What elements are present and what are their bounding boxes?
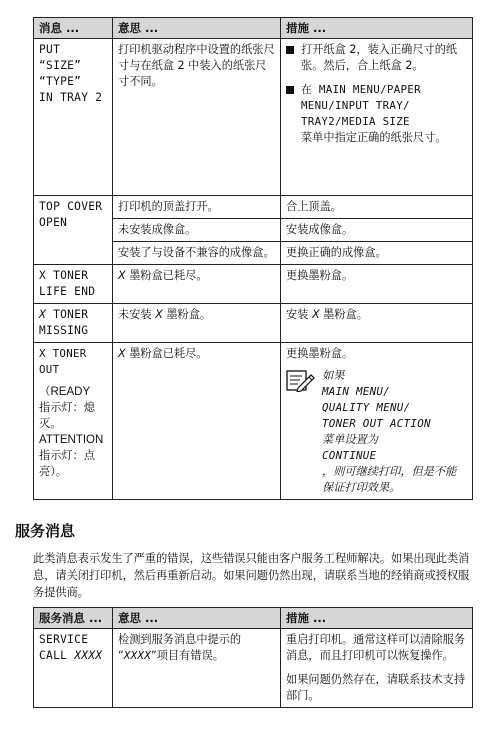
header-meaning: 意思 ...	[113, 18, 281, 39]
note	[286, 368, 467, 496]
action-cell: 更换墨粉盒。	[281, 265, 473, 304]
header-message: 消息 ...	[34, 18, 113, 39]
service-messages-table	[33, 607, 473, 708]
action-cell: 更换正确的成像盒。	[281, 242, 473, 265]
table-header-row	[34, 608, 473, 629]
table-row	[34, 196, 473, 219]
meaning-cell: 未安装成像盒。	[113, 219, 281, 242]
meaning-cell: X 墨粉盒已耗尽。	[113, 265, 281, 304]
action-cell: 安装成像盒。	[281, 219, 473, 242]
message-cell: PUT “SIZE” “TYPE” IN TRAY 2	[34, 39, 113, 196]
action-cell: 安装 X 墨粉盒。	[281, 304, 473, 343]
message-cell: X TONER MISSING	[34, 304, 113, 343]
table-row	[34, 39, 473, 196]
list-item: 在 MAIN MENU/PAPER MENU/INPUT TRAY/ TRAY2/MEDIA SIZE 菜单中指定正确的纸张尺寸。	[286, 82, 467, 146]
table-row	[34, 343, 473, 500]
message-cell: TOP COVER OPEN	[34, 196, 113, 265]
message-cell: SERVICE CALL XXXX	[34, 629, 113, 708]
meaning-cell: X 墨粉盒已耗尽。	[113, 343, 281, 500]
section-intro: 此类消息表示发生了严重的错误，这些错误只能由客户服务工程师解决。如果出现此类消息，请关闭打印机，然后再重新启动。如果问题仍然出现，请联系当地的经销商或授权服务提供商。	[33, 552, 470, 599]
meaning-cell: 检测到服务消息中提示的 “XXXX”项目有错误。	[113, 629, 281, 708]
header-meaning: 意思 ...	[113, 608, 281, 629]
action-cell: 更换墨粉盒。 如果 MAIN MENU/ QUALITY MENU/ TONER OUT ACTION 菜单设置为 CONTINUE ，则可继续打印，但是不能保证打印效果。	[281, 343, 473, 500]
action-cell: 重启打印机。通常这样可以清除服务消息，而且打印机可以恢复操作。 如果问题仍然存在，请联系技术支持部门。	[281, 629, 473, 708]
message-cell: X TONER LIFE END	[34, 265, 113, 304]
list-item: 打开纸盒 2，装入正确尺寸的纸张。然后，合上纸盒 2。	[286, 42, 467, 74]
messages-table	[33, 17, 473, 500]
bullet-square-icon	[286, 46, 294, 54]
header-action: 措施 ...	[281, 608, 473, 629]
table-row	[34, 304, 473, 343]
table-row	[34, 629, 473, 708]
table-header-row	[34, 18, 473, 39]
section-title: 服务消息	[15, 522, 76, 540]
note-text: 如果 MAIN MENU/ QUALITY MENU/ TONER OUT ACTION 菜单设置为 CONTINUE ，则可继续打印，但是不能保证打印效果。	[322, 369, 457, 494]
meaning-cell: 打印机驱动程序中设置的纸张尺寸与在纸盒 2 中装入的纸张尺寸不同。	[113, 39, 281, 196]
action-cell	[281, 39, 473, 196]
header-action: 措施 ...	[281, 18, 473, 39]
bullet-square-icon	[286, 86, 294, 94]
note-icon	[286, 370, 316, 392]
message-cell: X TONER OUT （READY 指示灯：熄灭。 ATTENTION 指示灯：点亮）。	[34, 343, 113, 500]
action-cell: 合上顶盖。	[281, 196, 473, 219]
meaning-cell: 打印机的顶盖打开。	[113, 196, 281, 219]
meaning-cell: 安装了与设备不兼容的成像盒。	[113, 242, 281, 265]
meaning-cell: 未安装 X 墨粉盒。	[113, 304, 281, 343]
table-row	[34, 265, 473, 304]
header-service-message: 服务消息 ...	[34, 608, 113, 629]
